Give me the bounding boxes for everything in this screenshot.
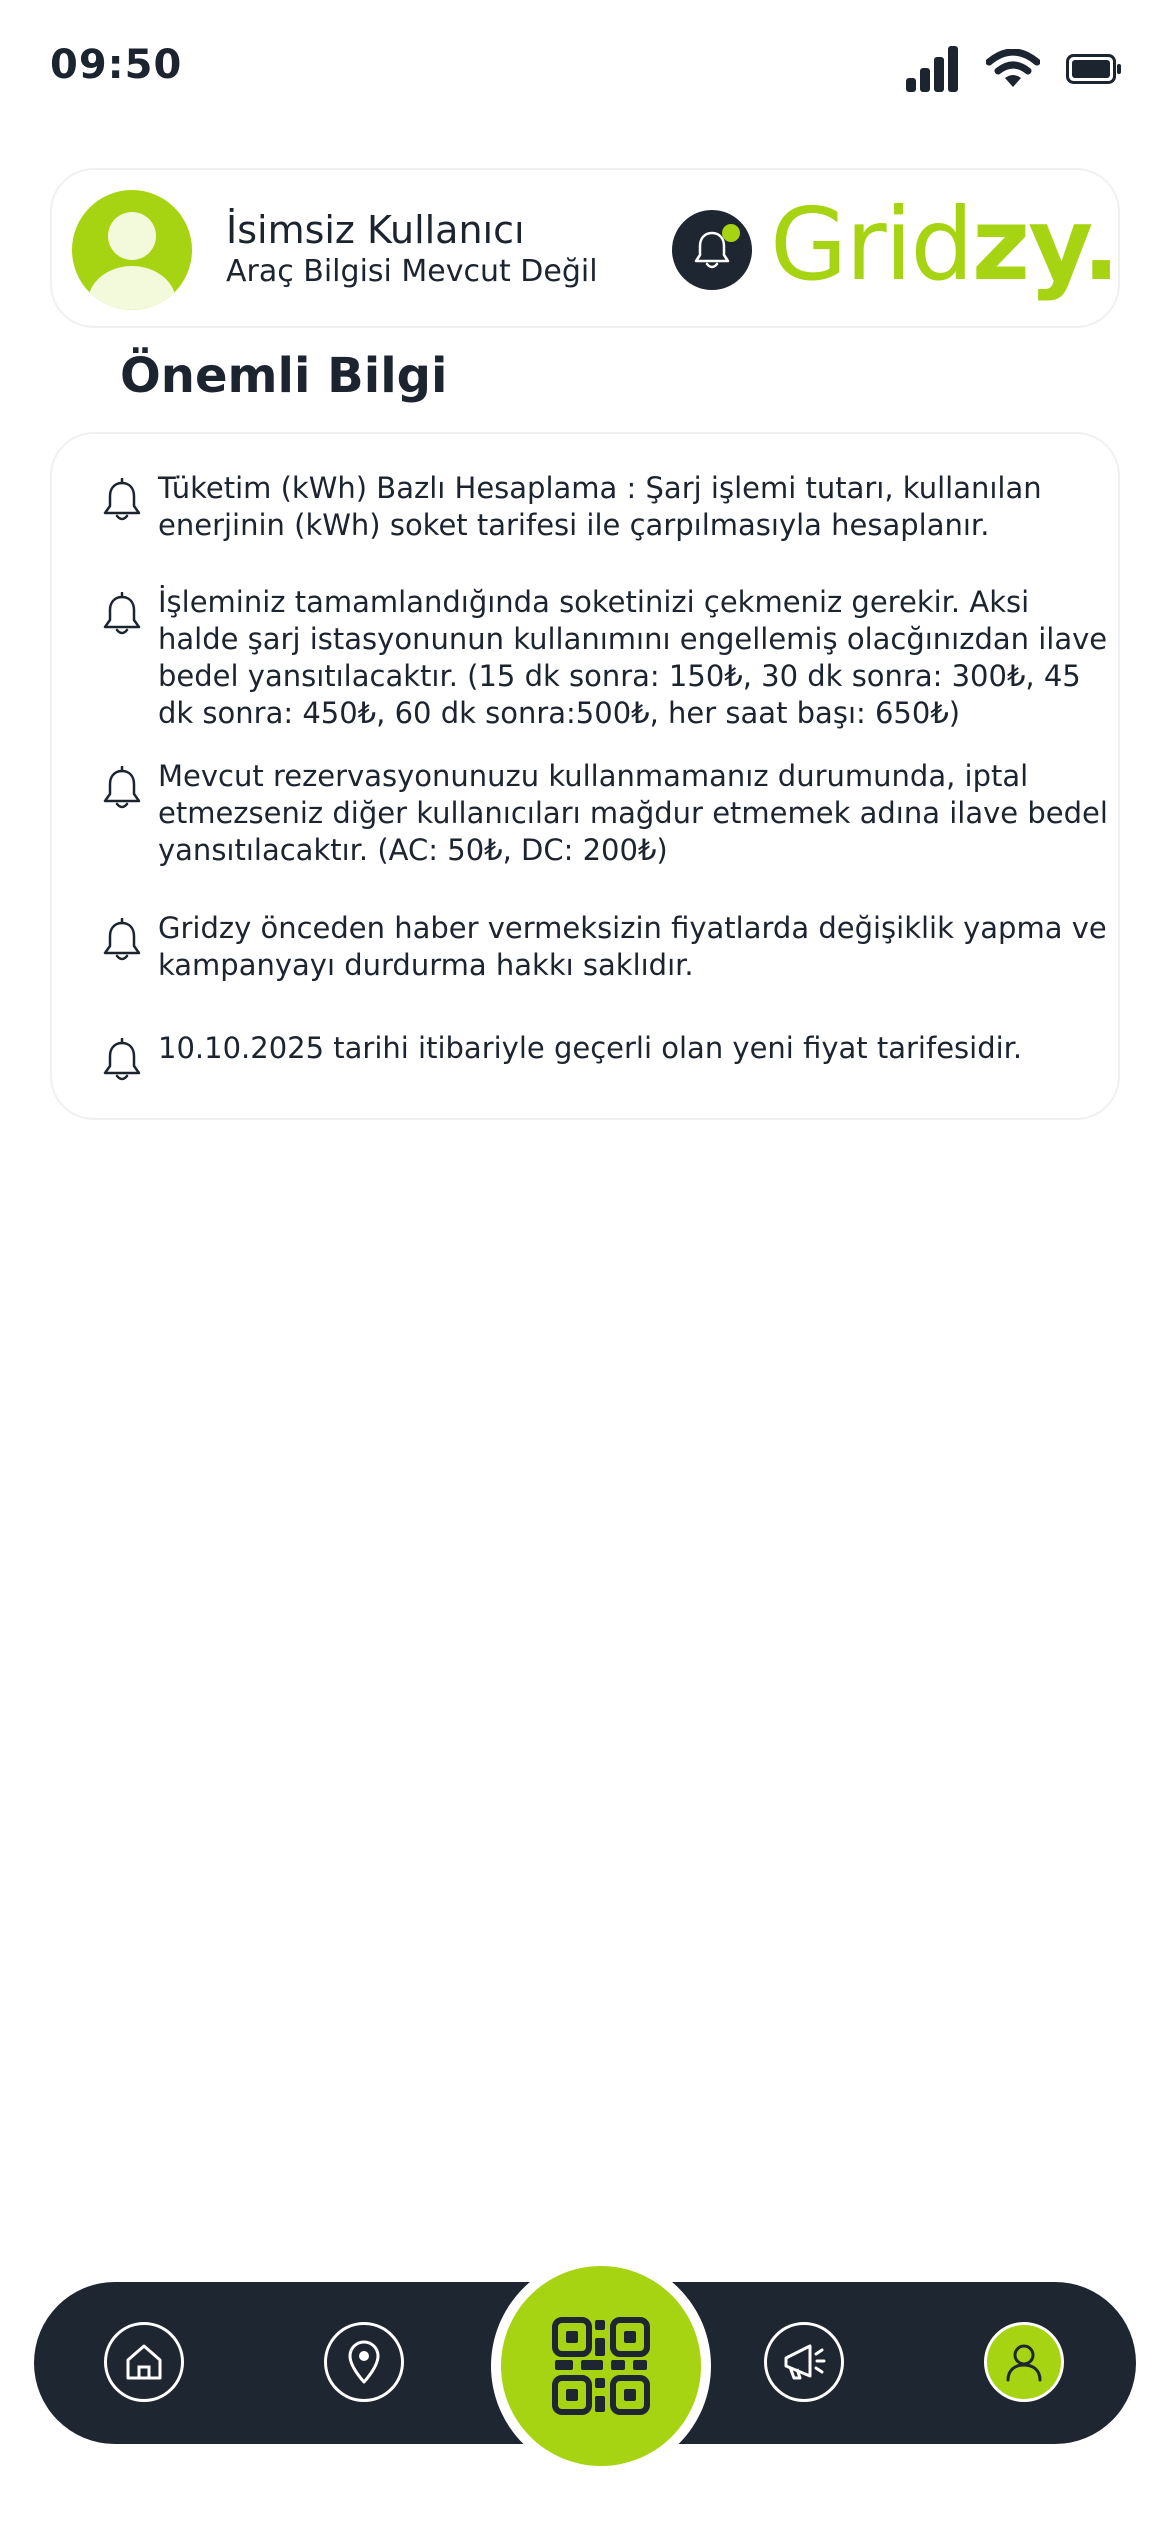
nav-profile-button[interactable] <box>984 2322 1064 2402</box>
qr-scan-button[interactable] <box>491 2256 711 2476</box>
avatar[interactable] <box>72 190 192 310</box>
info-card <box>50 432 1120 1120</box>
nav-home-button[interactable] <box>104 2322 184 2402</box>
user-name: İsimsiz Kullanıcı <box>226 208 525 252</box>
info-text: Mevcut rezervasyonunuzu kullanmamanız durumunda, iptal etmezseniz diğer kullanıcıları mağdur etmemek adına ilave bedel yansıtılacaktır. (AC: 50₺, DC: 200₺) <box>158 759 1108 867</box>
bell-icon <box>102 478 142 522</box>
info-item <box>102 910 1112 984</box>
location-pin-icon <box>344 2339 384 2385</box>
info-item <box>102 470 1112 544</box>
bell-icon <box>102 592 142 636</box>
qr-code-icon <box>551 2316 651 2416</box>
nav-campaigns-button[interactable] <box>764 2322 844 2402</box>
gridzy-logo: Gridzy. <box>770 186 1119 303</box>
wifi-icon <box>986 49 1040 89</box>
info-item <box>102 1030 1112 1082</box>
notification-dot <box>722 224 740 242</box>
vehicle-info: Araç Bilgisi Mevcut Değil <box>226 254 598 289</box>
info-item <box>102 758 1112 869</box>
info-text: Tüketim (kWh) Bazlı Hesaplama : Şarj işlemi tutarı, kullanılan enerjinin (kWh) soket tarifesi ile çarpılmasıyla hesaplanır. <box>158 471 1042 542</box>
bell-icon <box>102 1038 142 1082</box>
status-time: 09:50 <box>50 42 183 88</box>
info-item <box>102 584 1112 732</box>
user-icon <box>1002 2340 1046 2384</box>
bell-icon <box>102 766 142 810</box>
qr-scan-button-inner <box>501 2266 701 2466</box>
megaphone-icon <box>780 2340 828 2384</box>
info-text: Gridzy önceden haber vermeksizin fiyatlarda değişiklik yapma ve kampanyayı durdurma hakkı saklıdır. <box>158 911 1107 982</box>
home-icon <box>122 2340 166 2384</box>
user-avatar-icon <box>72 190 192 310</box>
notifications-button[interactable] <box>672 210 752 290</box>
nav-map-button[interactable] <box>324 2322 404 2402</box>
info-text: İşleminiz tamamlandığında soketinizi çekmeniz gerekir. Aksi halde şarj istasyonunun kullanımını engellemiş olacğınızdan ilave bedel yansıtılacaktır. (15 dk sonra: 150₺, 30 dk sonra: 300₺, 45 dk sonra: 450₺, 60 dk sonra:500₺, her saat başı: 650₺) <box>158 585 1108 730</box>
profile-header-card <box>50 168 1120 328</box>
bell-icon <box>102 918 142 962</box>
battery-icon <box>1066 54 1122 84</box>
signal-icon <box>906 46 960 92</box>
info-text: 10.10.2025 tarihi itibariyle geçerli olan yeni fiyat tarifesidir. <box>158 1031 1023 1065</box>
status-icons <box>906 46 1122 92</box>
page-title: Önemli Bilgi <box>120 348 448 404</box>
